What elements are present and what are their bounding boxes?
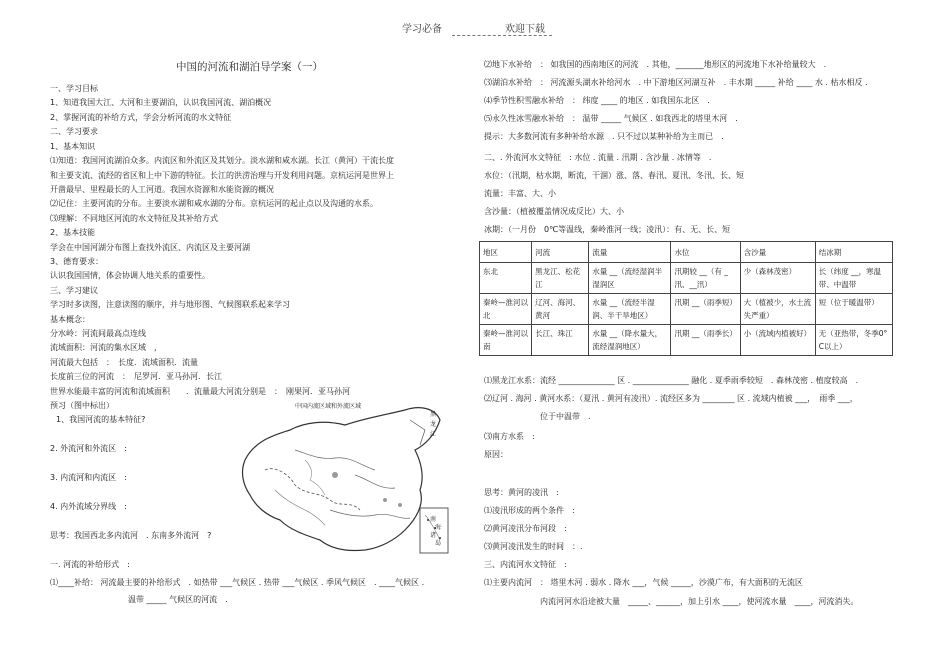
map-graphic <box>235 400 451 560</box>
right-line: 原因： <box>484 450 508 459</box>
right-line: ⑴凌汛形成的两个条件 : <box>484 506 575 515</box>
table-header: 流量 <box>589 242 671 263</box>
table-cell: 汛期较 __（有 _汛、__汛） <box>671 263 740 294</box>
left-line: 1、知道我国大江、大河和主要湖泊，认识我国河流、湖泊概况 <box>50 98 272 107</box>
left-line: ⑵记住：主要河流的分布。主要淡水湖和咸水湖的分布。京杭运河的起止点以及沟通的水系。 <box>50 199 378 208</box>
left-line: 预习（图中标出） <box>50 401 114 410</box>
right-line: ⑵辽河 . 海河 . 黄河水系：（夏汛 . 黄河有凌汛）. 流经区多为 ________ 区 . 流域内植被 ___， 雨季 ___， <box>484 394 858 403</box>
question-rain-supply-cont: 温带 _____ 气候区的河流 . <box>128 595 228 604</box>
left-line: 分水岭：河流间最高点连线 <box>50 329 146 338</box>
hydrology-table <box>479 241 893 356</box>
map-label: 江 <box>430 431 437 438</box>
left-line: 认识我国国情，体会协调人地关系的重要性。 <box>50 271 210 280</box>
table-cell: 长（纬度 __，寒温带、中温带 <box>815 263 892 294</box>
left-line: 学习时多读图，注意读图的顺序，并与地形图、气候图联系起来学习 <box>50 300 290 309</box>
right-line: ⑷季节性积雪融水补给 ： 纬度 ____ 的地区 . 如我国东北区 . <box>484 96 710 105</box>
header-divider <box>452 35 552 36</box>
table-cell: 无（亚热带，冬季0° C以上） <box>815 325 892 356</box>
right-line: 提示：大多数河流有多种补给水源 . 只不过以某种补给为主而已 . <box>484 132 724 141</box>
left-line: 3、德育要求： <box>50 257 104 266</box>
question-rain-supply: ⑴____补给： 河流最主要的补给形式 . 如热带 ___气候区 . 热带 ___气候区 . 季风气候区 . ____气候区 . <box>50 578 425 587</box>
map-title: 中国内流区域和外流区域 <box>295 403 362 410</box>
right-line: ⑸永久性冰雪融水补给 ： 温带 _____ 气候区 . 如我西北的塔里木河 . <box>484 114 738 123</box>
table-header: 地区 <box>480 242 532 263</box>
table-cell: 小（流域内植被好） <box>740 325 815 356</box>
left-line: 1、我国河流的基本特征? <box>56 415 146 424</box>
right-line: 含沙量：（植被覆盖情况成反比）大、小 <box>484 207 624 216</box>
table-cell: 辽河、海河、黄河 <box>532 294 589 325</box>
table-cell: 秦岭—淮河以南 <box>480 325 532 356</box>
right-line: ⑵黄河凌汛分布河段 : <box>484 524 567 533</box>
left-line: ⑶理解：不同地区河流的水文特征及其补给方式 <box>50 214 218 223</box>
table-header: 水位 <box>671 242 740 263</box>
left-line: 1、基本知识 <box>50 142 96 151</box>
map-label: 岛 <box>435 540 442 547</box>
right-line: ⑶南方水系 : <box>484 432 535 441</box>
section-supply-forms: 一. 河流的补给形式 : <box>50 560 130 569</box>
table-cell: 大（植被少，水土流失严重） <box>740 294 815 325</box>
right-line: 二、. 外流河水文特征 : 水位 . 流量 . 汛期 . 含沙量 . 冰情等 . <box>484 153 712 162</box>
header-left: 学习必备 <box>402 24 442 35</box>
document-title: 中国的河流和湖泊导学案（一） <box>176 61 323 73</box>
left-line: 二、学习要求 <box>50 127 98 136</box>
right-line: 内流河河水沿途被大量 _____、______，加上引水 ____，使河流水量 ____，河流消失。 <box>540 597 859 606</box>
map-label: 诸 <box>430 532 437 539</box>
table-header-row <box>480 242 893 263</box>
left-line: 一、学习目标 <box>50 84 98 93</box>
left-line: 世界水能最丰富的河流和流域面积 ．流量最大河流分别是 ： 刚果河．亚马孙河 <box>50 387 350 396</box>
table-cell: 水量 __（流经湿润半湿润区 <box>589 263 671 294</box>
question-interior-rivers: 3. 内流河和内流区 : <box>50 473 127 482</box>
right-line: ⑴主要内流河 ： 塔里木河 . 弱水 . 降水 ___，气候 _____，沙漠广布，有大面积的无流区 <box>484 578 803 587</box>
table-cell: 长江、珠江 <box>532 325 589 356</box>
left-line: 长度前三位的河流 ： 尼罗河．亚马孙河．长江 <box>50 372 222 381</box>
table-row <box>480 325 893 356</box>
table-row <box>480 263 893 294</box>
question-think: 思考：我国西北多内流河 . 东南多外流河 ? <box>50 531 212 540</box>
china-drainage-map <box>235 400 451 560</box>
left-line: 河流最大包括 ： 长度．流域面积．流量 <box>50 358 198 367</box>
right-line: ⑴黑龙江水系：流经 ______________ 区 . ______________ 融化 . 夏季雨季较短 . 森林茂密 . 植度较高 . <box>484 376 859 385</box>
table-cell: 东北 <box>480 263 532 294</box>
question-boundary: 4. 内外流域分界线 : <box>50 502 127 511</box>
left-line: 2、掌握河流的补给方式，学会分析河流的水文特征 <box>50 113 232 122</box>
right-line: ⑶湖泊水补给 ： 河流源头湖水补给河水 . 中下游地区河湖互补 . 丰水期 _____ 补给 ____ 水 . 枯水相反 . <box>484 78 868 87</box>
map-label: 南 <box>430 516 437 523</box>
right-line: ⑵地下水补给 ： 如我国的西南地区的河流 . 其他，_______地形区的河流地下水补给量较大 . <box>484 60 827 69</box>
right-line: 位于中温带 . <box>540 412 591 421</box>
right-line: 思考：黄河的凌汛 : <box>484 488 559 497</box>
left-line: 基本概念： <box>50 315 90 324</box>
left-line: 和主要支流、流经的省区和上中下游的特征。长江的洪涝治理与开发利用问题。京杭运河是世界上 <box>50 171 394 180</box>
left-line: ⑴知道：我国河流湖泊众多。内流区和外流区及其划分。淡水湖和咸水湖。长江（黄河）干流长度 <box>50 156 394 165</box>
table-cell: 水量 __（降水量大，流经湿润地区） <box>589 325 671 356</box>
table-cell: 汛期 __（雨季短） <box>671 294 740 325</box>
left-line: 三、学习建议 <box>50 286 98 295</box>
table-cell: 水量 __（流经半湿润、半干旱地区） <box>589 294 671 325</box>
table-cell: 汛期 __（雨季长） <box>671 325 740 356</box>
map-label: 黑 <box>430 411 437 418</box>
table-cell: 秦岭—淮河以北 <box>480 294 532 325</box>
left-line: 学会在中国河湖分布图上查找外流区、内流区及主要河湖 <box>50 243 250 252</box>
right-line: 冰期：（一月份 0℃等温线，秦岭淮河一线；凌汛）：有、无、长、短 <box>484 225 731 234</box>
left-line: 2、基本技能 <box>50 228 96 237</box>
map-label: 龙 <box>430 421 437 428</box>
right-line: ⑶黄河凌汛发生的时间 ：. <box>484 542 583 551</box>
map-label: 海 <box>435 524 442 531</box>
right-line: 流量：丰富、大、小 <box>484 189 556 198</box>
left-line: 流域面积：河流的集水区域 ， <box>50 343 162 352</box>
table-cell: 少（森林茂密） <box>740 263 815 294</box>
left-line: 开凿最早、里程最长的人工河道。我国水资源和水能资源的概况 <box>50 185 274 194</box>
table-header: 河流 <box>532 242 589 263</box>
table-cell: 黑龙江、松花江 <box>532 263 589 294</box>
table-header: 含沙量 <box>740 242 815 263</box>
table-cell: 短（位于暖温带） <box>815 294 892 325</box>
table-row <box>480 294 893 325</box>
right-line: 水位：（汛期，枯水期，断流，干涸）涨、落、春汛、夏汛、冬汛、长、短 <box>484 171 744 180</box>
right-line: 三、内流河水文特征 : <box>484 560 567 569</box>
question-exterior-rivers: 2. 外流河和外流区 : <box>50 444 127 453</box>
header-right: 欢迎下载 <box>505 24 545 35</box>
table-header: 结冰期 <box>815 242 892 263</box>
